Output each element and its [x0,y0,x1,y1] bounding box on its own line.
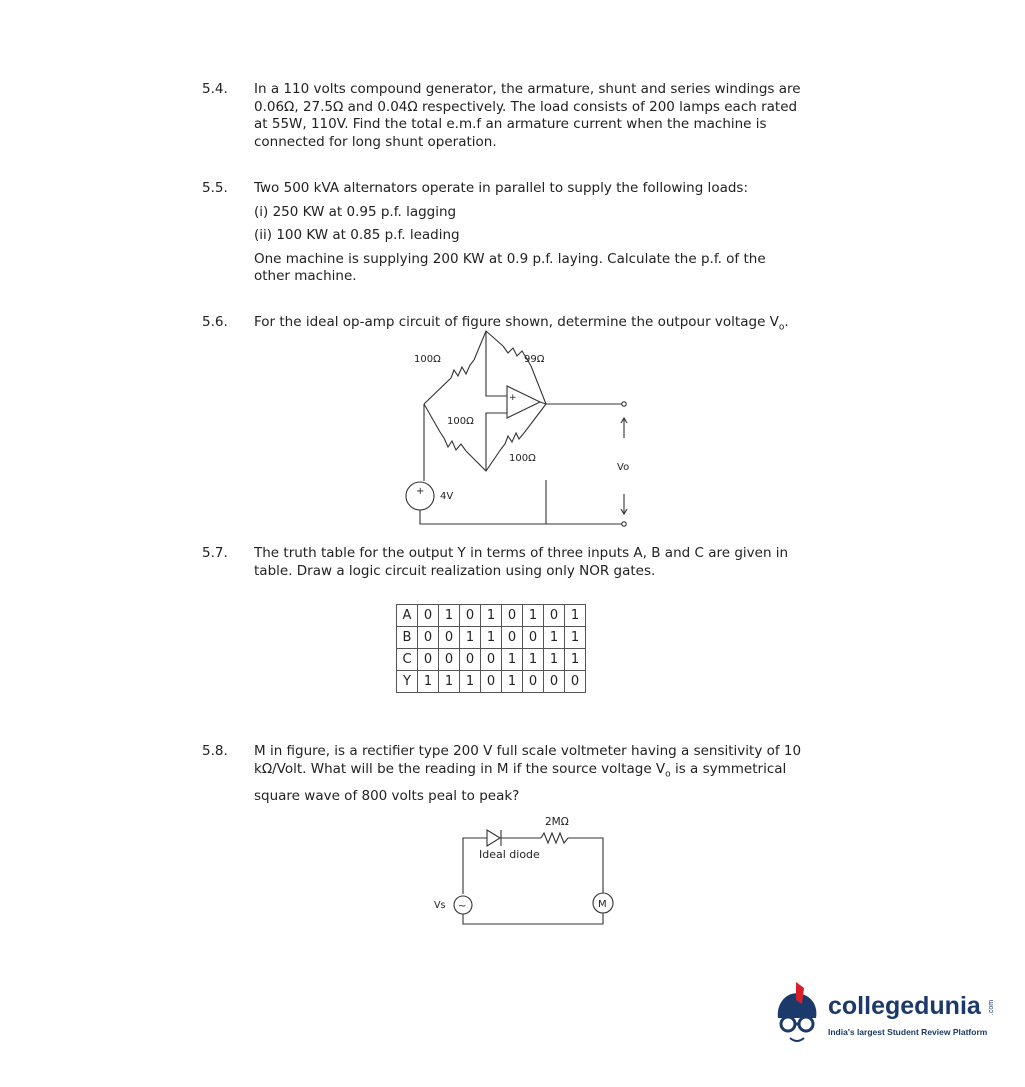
question-number: 5.5. [202,180,228,196]
table-cell: 0 [565,671,586,693]
table-cell: 1 [460,627,481,649]
wire-left [424,404,440,432]
source-label: Vs [434,900,446,911]
table-cell: 0 [544,605,565,627]
collegedunia-logo [768,980,998,1050]
wire-ground [420,510,622,524]
table-row-header: Y [397,671,418,693]
table-cell: 0 [502,605,523,627]
mascot-icon [768,980,828,1050]
question-number: 5.8. [202,743,228,759]
table-cell: 1 [565,627,586,649]
table-row [397,627,586,649]
table-cell: 1 [502,649,523,671]
table-cell: 1 [460,671,481,693]
table-cell: 0 [523,671,544,693]
table-row [397,649,586,671]
table-row [397,671,586,693]
load-item-1: (i) 250 KW at 0.95 p.f. lagging [254,203,457,220]
wire-left-vertical [463,838,487,894]
meter-label: M [598,899,607,910]
question-number: 5.6. [202,314,228,330]
table-row-header: B [397,627,418,649]
table-cell: 0 [523,627,544,649]
table-row-header: C [397,649,418,671]
load-item-2: (ii) 100 KW at 0.85 p.f. leading [254,227,460,243]
r-mid-left-label: 100Ω [447,416,474,427]
table-cell: 1 [565,649,586,671]
ideal-diode-triangle [487,830,500,846]
wire-bottom [463,913,603,924]
table-cell: 1 [565,605,586,627]
table-cell: 0 [418,627,439,649]
question-number: 5.4. [202,81,228,97]
table-cell: 0 [418,605,439,627]
question-text: For the ideal op-amp circuit of figure shown, determine the outpour voltage $V_o$. [254,314,789,333]
r-top-left-label: 100Ω [414,354,441,365]
table-cell: 0 [481,671,502,693]
logo-wordmark: collegedunia [828,992,981,1020]
table-cell: 0 [439,649,460,671]
table-cell: 1 [481,627,502,649]
table-cell: 1 [502,671,523,693]
table-cell: 1 [481,605,502,627]
logo-suffix: .com [988,999,996,1016]
truth-table [396,604,586,693]
wire-output [540,402,622,404]
logo-tagline: India's largest Student Review Platform [828,1027,988,1037]
output-terminal-top [622,402,626,406]
op-amp-plus: + [509,393,517,403]
table-cell: 1 [544,627,565,649]
r-bottom-right-label: 100Ω [509,453,536,464]
wire-top-left [424,378,451,404]
question-text: The truth table for the output Y in terms of three inputs A, B and C are given in table. Draw a logic circuit realization using only NOR gates. [254,545,789,579]
wire-right-vertical [568,838,603,893]
table-cell: 0 [544,671,565,693]
wire-top [474,331,503,360]
table-row-header: A [397,605,418,627]
resistor-label: 2MΩ [545,816,569,828]
resistor-mid-left [440,432,466,451]
table-row [397,605,586,627]
wire-bottom [466,449,501,471]
table-cell: 1 [523,649,544,671]
question-text: M in figure, is a rectifier type 200 V full scale voltmeter having a sensitivity of 10 kΩ/Volt. What will be the reading in M if the source voltage $V_o$ is a symmetrical square wave of 800 volts peal to peak? [254,743,802,804]
source-symbol: ~ [458,901,467,912]
r-top-right-label: 99Ω [524,354,545,365]
table-cell: 0 [460,605,481,627]
table-cell: 1 [439,671,460,693]
diode-label: Ideal diode [479,848,540,861]
output-terminal-bottom [622,522,626,526]
resistor-bottom-right [501,433,524,449]
question-text: Two 500 kVA alternators operate in parallel to supply the following loads: (i) 250 KW at 0.95 p.f. lagging (ii) 100 KW at 0.85 p.f. leading One machine is supplying 200 KW at 0.9 p.f. laying. Calculate the p.f. of the other machine. [254,180,854,286]
table-cell: 0 [481,649,502,671]
table-cell: 0 [418,649,439,671]
question-number: 5.7. [202,545,228,561]
table-cell: 0 [460,649,481,671]
table-cell: 1 [418,671,439,693]
source-plus: + [416,486,425,497]
table-cell: 1 [544,649,565,671]
source-voltage-label: 4V [440,491,454,502]
resistor-2m [541,833,568,843]
table-cell: 0 [439,627,460,649]
question-text: In a 110 volts compound generator, the armature, shunt and series windings are 0.06Ω, 27.5Ω and 0.04Ω respectively. The load consists of 200 lamps each rated at 55W, 110V. Find the total e.m.f an armature current when the machine is connected for long shunt operation. [254,81,801,150]
output-voltage-label: Vo [617,462,630,473]
wire-inv [486,413,507,471]
table-cell: 0 [502,627,523,649]
table-cell: 1 [439,605,460,627]
resistor-top-left [451,360,474,378]
table-cell: 1 [523,605,544,627]
